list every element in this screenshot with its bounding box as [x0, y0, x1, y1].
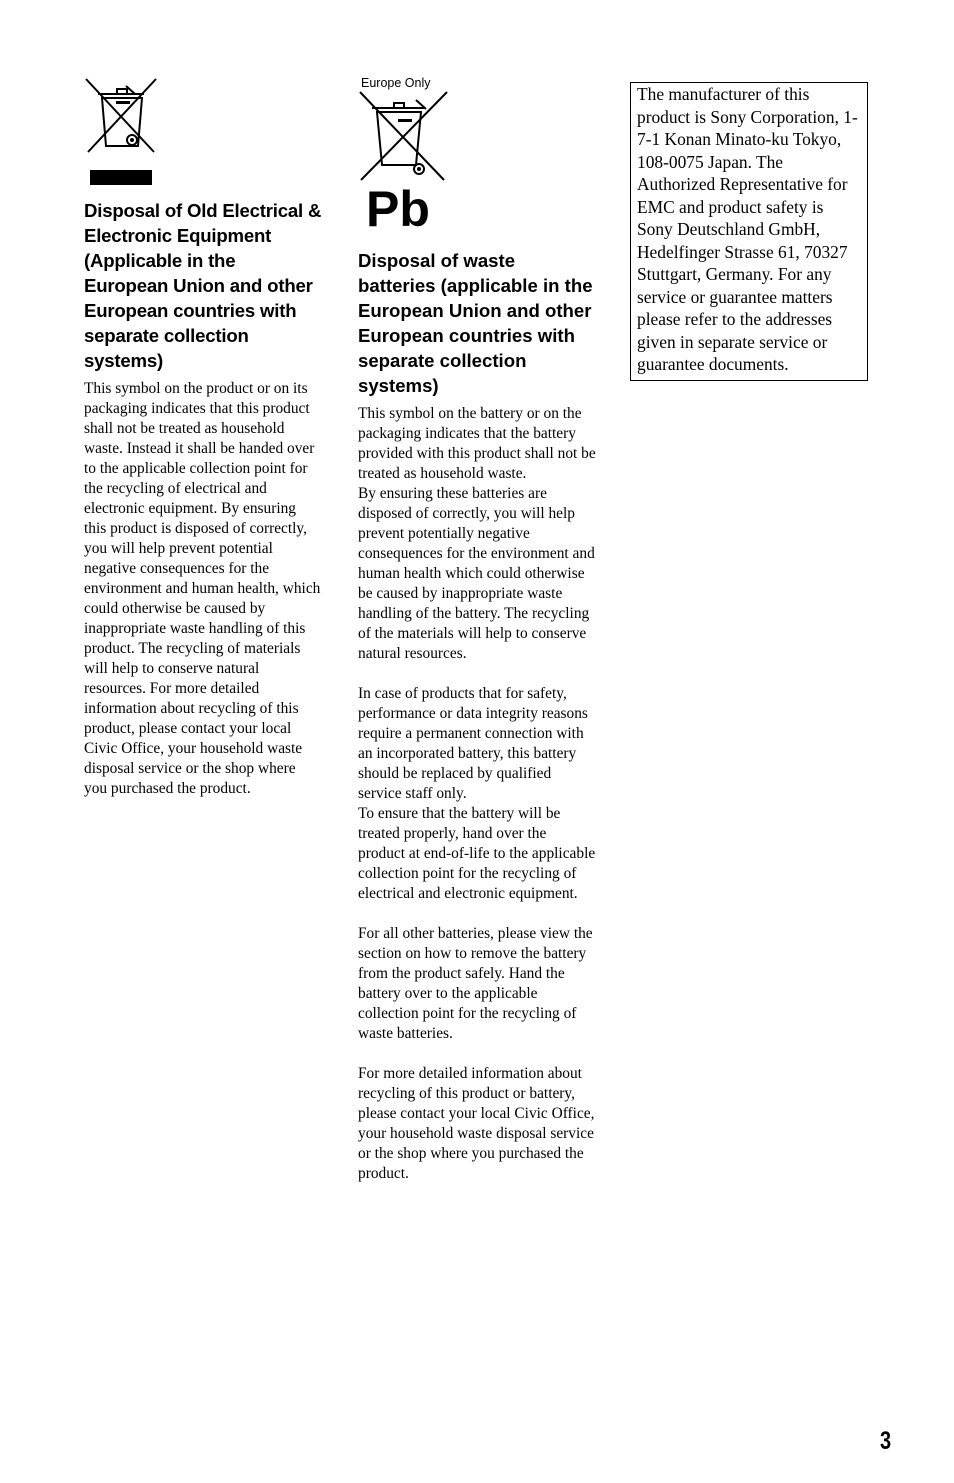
weee-paragraph: This symbol on the product or on its packaging indicates that this product shall not be treated as household waste. Instead it shall be handed over to the applicable collection point for the recycling of electrical and electronic equipment. By ensuring this product is disposed of correctly, you will help prevent potential negative consequences for the environment and human health, which could otherwise be caused by inappropriate waste handling of this product. The recycling of materials will help to conserve natural resources. For more detailed information about recycling of this product, please contact your local Civic Office, your household waste disposal service or the shop where you purchased the product.: [84, 380, 321, 797]
battery-paragraph: To ensure that the battery will be treated properly, hand over the product at end-of-life to the applicable collection point for the recycling of electrical and electronic equipment.: [358, 805, 596, 902]
weee-heading: Disposal of Old Electrical & Electronic Equipment (Applicable in the European Union and other European countries with separate collection systems): [84, 200, 322, 371]
battery-body: [358, 404, 596, 1184]
europe-only-label: Europe Only: [361, 76, 431, 90]
page-number: 3: [880, 1427, 892, 1455]
battery-paragraph: For all other batteries, please view the section on how to remove the battery from the product safely. Hand the battery over to the applicable collection point for the recycling of waste batteries.: [358, 925, 593, 1042]
battery-paragraph: In case of products that for safety, performance or data integrity reasons require a permanent connection with an incorporated battery, this battery should be replaced by qualified service staff only.: [358, 685, 588, 802]
manufacturer-section: [630, 82, 868, 381]
crossed-out-wheelie-bin-icon: [84, 76, 160, 188]
pb-chemical-symbol: Pb: [366, 181, 430, 237]
battery-paragraph: By ensuring these batteries are disposed of correctly, you will help prevent potentially negative consequences for the environment and human health which could otherwise be caused by inappropriate waste handling of the battery. The recycling of the materials will help to conserve natural resources.: [358, 485, 595, 662]
battery-section: [358, 76, 596, 1184]
battery-heading: Disposal of waste batteries (applicable in the European Union and other European countries with separate collection systems): [358, 250, 593, 396]
weee-section: [84, 76, 322, 799]
paragraph-spacer: [358, 664, 596, 684]
battery-paragraph: This symbol on the battery or on the packaging indicates that the battery provided with this product shall not be treated as household waste.: [358, 405, 596, 482]
battery-symbol: [358, 76, 458, 244]
weee-body: [84, 379, 322, 799]
battery-paragraph: For more detailed information about recycling of this product or battery, please contact your local Civic Office, your household waste disposal service or the shop where you purchased the product.: [358, 1065, 595, 1182]
manufacturer-text: The manufacturer of this product is Sony Corporation, 1-7-1 Konan Minato-ku Tokyo, 108-0075 Japan. The Authorized Representative for EMC and product safety is Sony Deutschland GmbH, Hedelfinger Strasse 61, 70327 Stuttgart, Germany. For any service or guarantee matters please refer to the addresses given in separate service or guarantee documents.: [637, 84, 858, 374]
manufacturer-info-box: [630, 82, 868, 381]
paragraph-spacer: [358, 904, 596, 924]
paragraph-spacer: [358, 1044, 596, 1064]
